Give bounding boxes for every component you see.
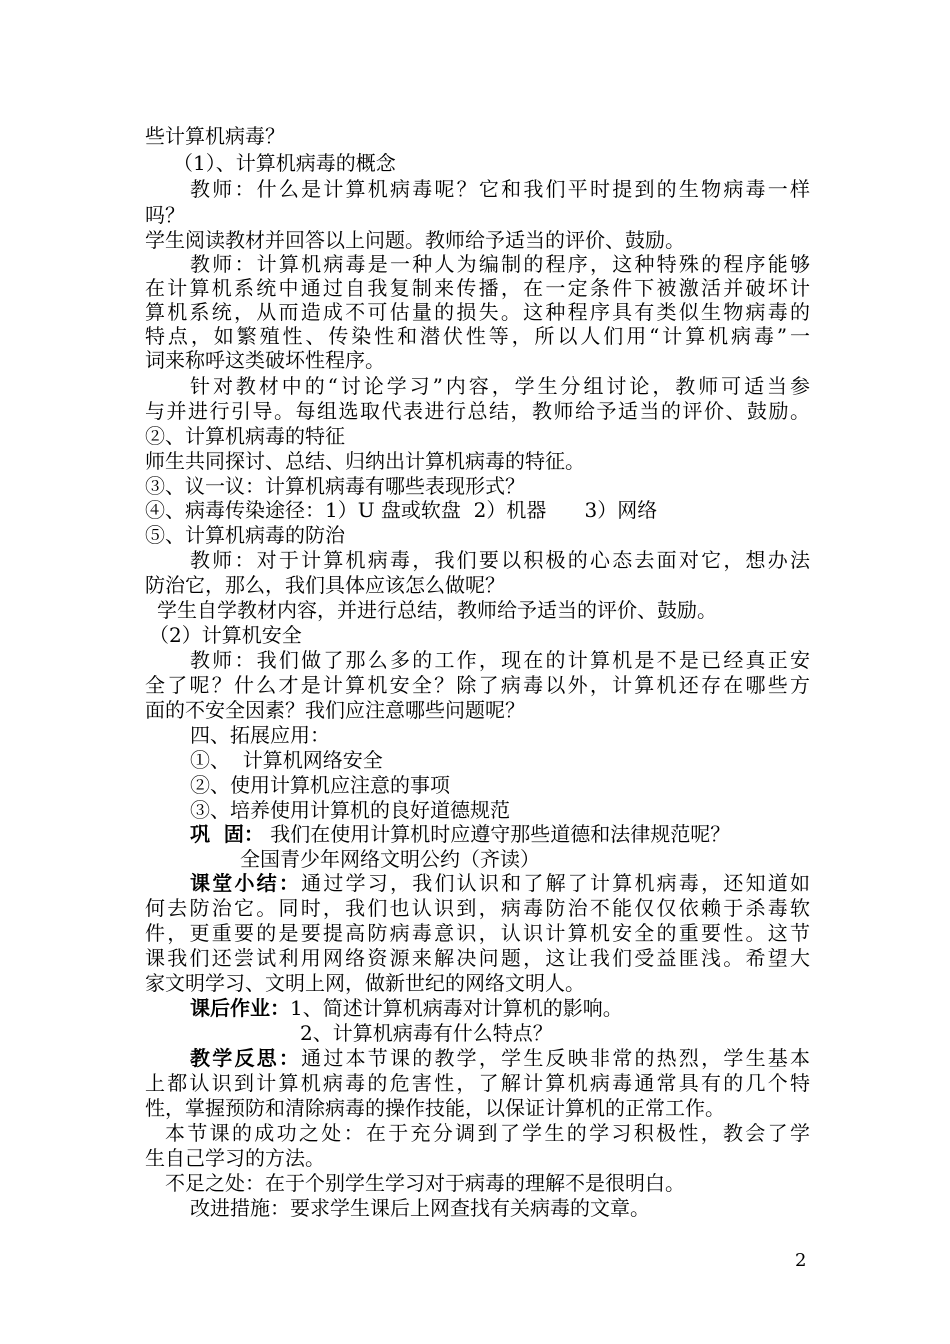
text-line: 面的不安全因素？我们应注意哪些问题呢？ (145, 698, 525, 722)
summary-text: 通过学习，我们认识和了解了计算机病毒，还知道如 (301, 871, 811, 895)
list-item: ①、 计算机网络安全 (190, 748, 383, 772)
gonggu-text: 我们在使用计算机时应遵守那些道德和法律规范呢？ (270, 822, 731, 846)
section-heading: ②、计算机病毒的特征 (145, 424, 345, 448)
text-line: 与并进行引导。每组选取代表进行总结，教师给予适当的评价、鼓励。 (145, 399, 810, 423)
list-item: ③、培养使用计算机的良好道德规范 (190, 798, 510, 822)
text-line: 学生自学教材内容，并进行总结，教师给予适当的评价、鼓励。 (157, 598, 717, 622)
text-line (190, 1046, 810, 1070)
text-line: 不足之处：在于个别学生学习对于病毒的理解不是很明白。 (165, 1171, 685, 1195)
text-line: 防治它，那么，我们具体应该怎么做呢？ (145, 573, 505, 597)
text-line: 件，更重要的是要提高防病毒意识，认识计算机安全的重要性。这节 (145, 921, 810, 945)
text-line: 本节课的成功之处：在于充分调到了学生的学习积极性，教会了学 (165, 1121, 810, 1145)
text-line: 学生阅读教材并回答以上问题。教师给予适当的评价、鼓励。 (145, 228, 685, 252)
reflection-text: 通过本节课的教学，学生反映非常的热烈，学生基本 (301, 1046, 811, 1070)
text-line: 教师：我们做了那么多的工作，现在的计算机是不是已经真正安 (190, 648, 810, 672)
list-item: ②、使用计算机应注意的事项 (190, 773, 450, 797)
reflection-label: 教学反思： (190, 1046, 302, 1070)
gonggu-label: 巩 固： (190, 822, 264, 846)
text-line: 生自己学习的方法。 (145, 1146, 325, 1170)
homework-label: 课后作业： (190, 996, 290, 1020)
text-line: 算机系统，从而造成不可估量的损失。这种程序具有类似生物病毒的 (145, 300, 810, 324)
text-line: 上都认识到计算机病毒的危害性，了解计算机病毒通常具有的几个特 (145, 1071, 810, 1095)
text-line: 全了呢？什么才是计算机安全？除了病毒以外，计算机还存在哪些方 (145, 673, 810, 697)
page-number: 2 (795, 1250, 807, 1271)
text-line: 教师：什么是计算机病毒呢？它和我们平时提到的生物病毒一样 (190, 177, 810, 201)
text-line: 全国青少年网络文明公约（齐读） (240, 847, 540, 871)
text-line: 词来称呼这类破坏性程序。 (145, 348, 385, 372)
text-line: 在计算机系统中通过自我复制来传播，在一定条件下被激活并破坏计 (145, 276, 810, 300)
text-line: 针对教材中的“讨论学习”内容，学生分组讨论，教师可适当参 (190, 374, 810, 398)
text-line (190, 871, 810, 895)
summary-label: 课堂小结： (190, 871, 302, 895)
text-line: 师生共同探讨、总结、归纳出计算机病毒的特征。 (145, 449, 585, 473)
section-heading: （2）计算机安全 (149, 623, 302, 647)
text-line: 教师：对于计算机病毒，我们要以积极的心态去面对它，想办法 (190, 548, 810, 572)
text-line: ③、议一议：计算机病毒有哪些表现形式？ (145, 474, 525, 498)
homework-item-2: 2、计算机病毒有什么特点？ (300, 1021, 553, 1045)
text-line: 家文明学习、文明上网，做新世纪的网络文明人。 (145, 971, 585, 995)
text-line: 些计算机病毒？ (145, 124, 285, 148)
text-line: ④、病毒传染途径：1）U 盘或软盘 2）机器 3）网络 (145, 498, 658, 522)
text-line: 性，掌握预防和清除病毒的操作技能，以保证计算机的正常工作。 (145, 1096, 725, 1120)
text-line (190, 822, 855, 846)
text-line: 改进措施：要求学生课后上网查找有关病毒的文章。 (190, 1196, 650, 1220)
text-line: 课我们还尝试利用网络资源来解决问题，这让我们受益匪浅。希望大 (145, 946, 810, 970)
text-line: 吗？ (145, 203, 185, 227)
section-heading: ⑤、计算机病毒的防治 (145, 523, 345, 547)
text-line: 特点，如繁殖性、传染性和潜伏性等，所以人们用“计算机病毒”一 (145, 324, 810, 348)
text-line (190, 996, 855, 1020)
section-heading: 四、拓展应用： (190, 723, 330, 747)
section-heading: （1）、计算机病毒的概念 (173, 151, 396, 175)
homework-item-1: 1、简述计算机病毒对计算机的影响。 (290, 996, 623, 1020)
text-line: 何去防治它。同时，我们也认识到，病毒防治不能仅仅依赖于杀毒软 (145, 896, 810, 920)
text-line: 教师：计算机病毒是一种人为编制的程序，这种特殊的程序能够 (190, 252, 810, 276)
